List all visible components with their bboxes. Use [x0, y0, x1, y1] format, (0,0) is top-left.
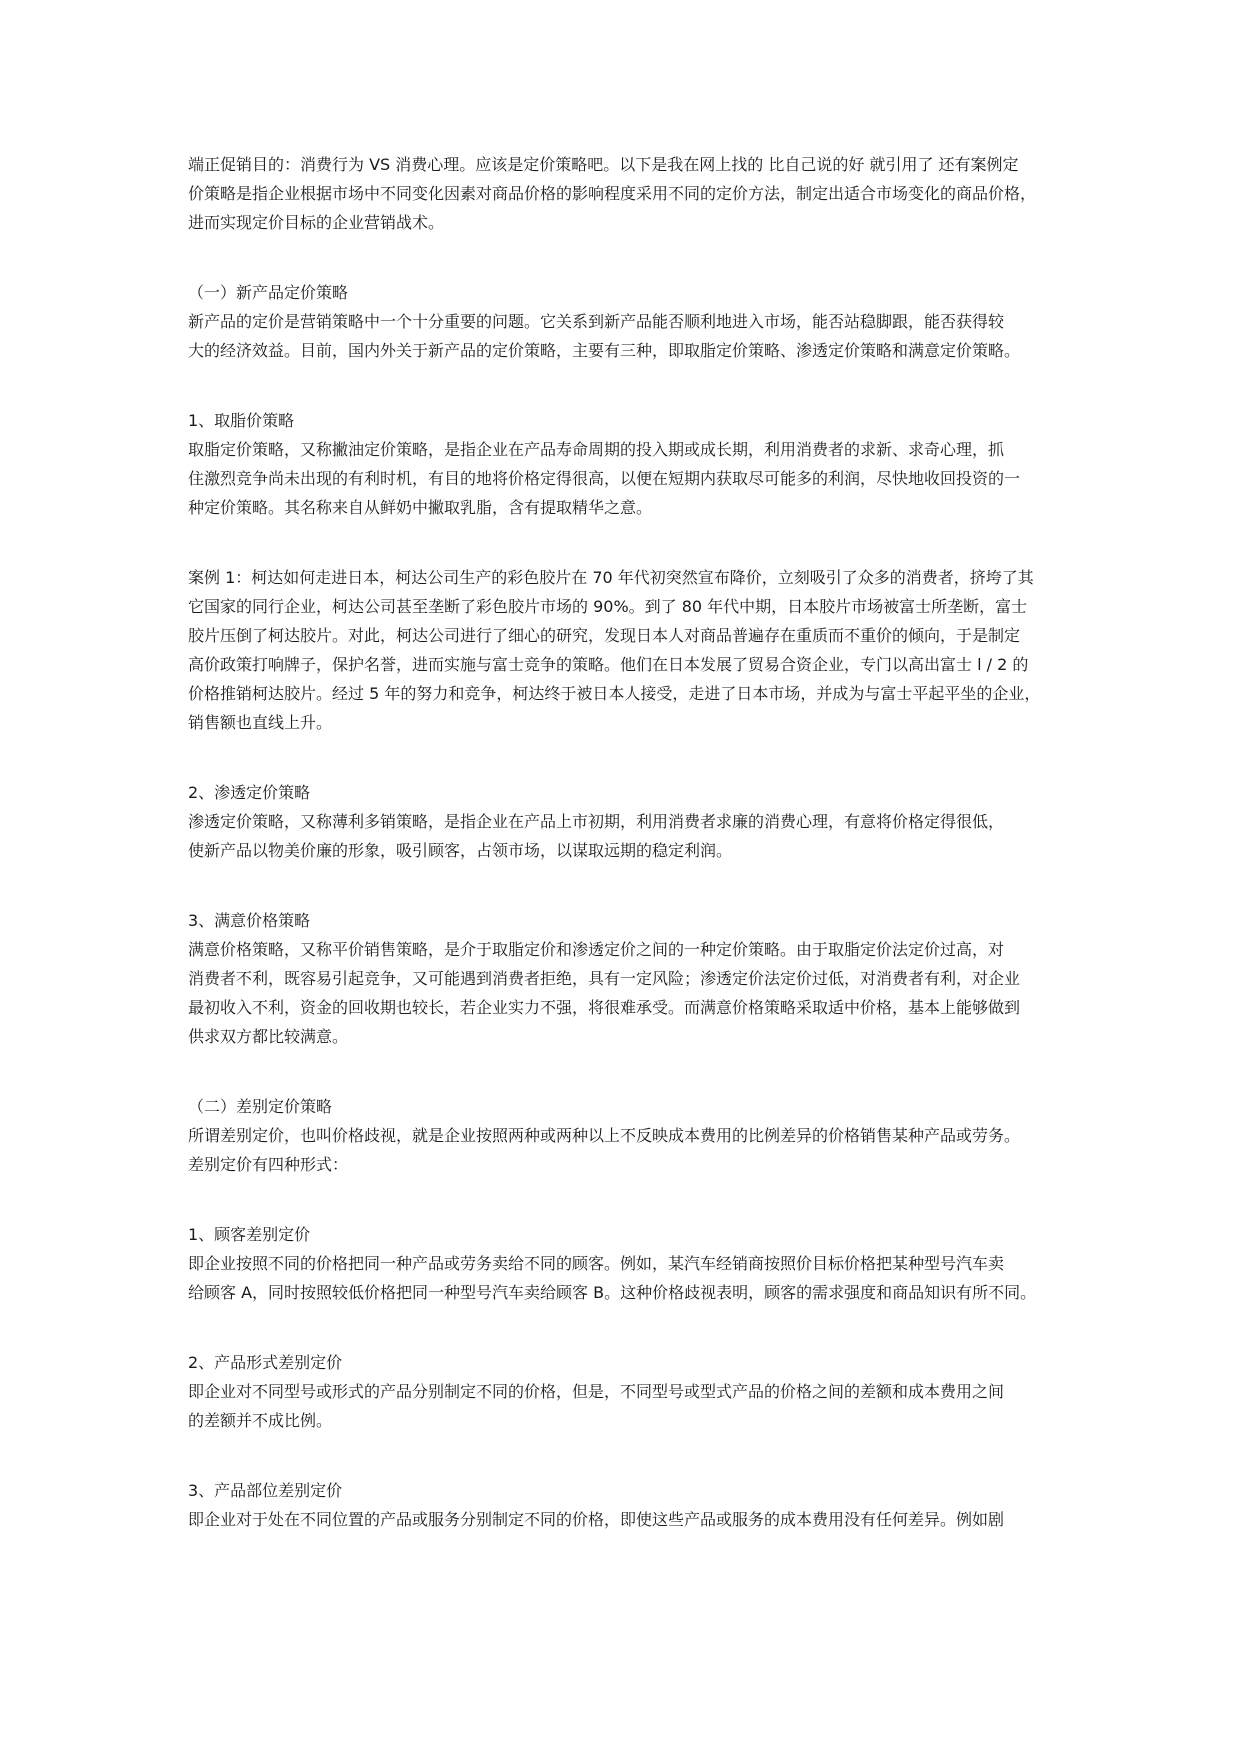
section-heading: （二）差别定价策略 [188, 1097, 333, 1116]
subsection-heading: 1、顾客差别定价 [188, 1225, 311, 1244]
text-line: 取脂定价策略，又称撇油定价策略，是指企业在产品寿命周期的投入期或成长期，利用消费者的求新、求奇心理，抓 [188, 440, 1005, 459]
subsection-heading: 2、渗透定价策略 [188, 783, 311, 802]
subsection-heading: 1、取脂价策略 [188, 411, 295, 430]
text-line: 差别定价有四种形式： [188, 1155, 349, 1174]
text-line: 渗透定价策略，又称薄利多销策略，是指企业在产品上市初期，利用消费者求廉的消费心理，有意将价格定得很低， [188, 812, 1005, 831]
text-line: 价格推销柯达胶片。经过 5 年的努力和竞争，柯达终于被日本人接受，走进了日本市场，并成为与富士平起平坐的企业， [188, 684, 1041, 703]
text-line: 种定价策略。其名称来自从鲜奶中撇取乳脂，含有提取精华之意。 [188, 498, 653, 517]
text-line: 给顾客 A，同时按照较低价格把同一种型号汽车卖给顾客 B。这种价格歧视表明，顾客的需求强度和商品知识有所不同。 [188, 1283, 1037, 1302]
text-line: 它国家的同行企业，柯达公司甚至垄断了彩色胶片市场的 90%。到了 80 年代中期，日本胶片市场被富士所垄断，富士 [188, 597, 1028, 616]
text-line: 所谓差别定价，也叫价格歧视，就是企业按照两种或两种以上不反映成本费用的比例差异的价格销售某种产品或劳务。 [188, 1126, 1021, 1145]
text-line: 价策略是指企业根据市场中不同变化因素对商品价格的影响程度采用不同的定价方法，制定出适合市场变化的商品价格， [188, 184, 1037, 203]
text-line: 消费者不利，既容易引起竞争，又可能遇到消费者拒绝，具有一定风险；渗透定价法定价过低，对消费者有利，对企业 [188, 969, 1021, 988]
text-line: 最初收入不利，资金的回收期也较长，若企业实力不强，将很难承受。而满意价格策略采取适中价格，基本上能够做到 [188, 998, 1021, 1017]
text-line: 进而实现定价目标的企业营销战术。 [188, 213, 445, 232]
text-line: 即企业对于处在不同位置的产品或服务分别制定不同的价格，即使这些产品或服务的成本费用没有任何差异。例如剧 [188, 1510, 1005, 1529]
text-line: 案例 1：柯达如何走进日本，柯达公司生产的彩色胶片在 70 年代初突然宣布降价，立刻吸引了众多的消费者，挤垮了其 [188, 568, 1034, 587]
text-line: 端正促销目的：消费行为 VS 消费心理。应该是定价策略吧。以下是我在网上找的 比自己说的好 就引用了 还有案例定 [188, 155, 1019, 174]
section-heading: （一）新产品定价策略 [188, 283, 349, 302]
subsection-heading: 2、产品形式差别定价 [188, 1353, 343, 1372]
subsection-heading: 3、产品部位差别定价 [188, 1481, 343, 1500]
text-line: 胶片压倒了柯达胶片。对此，柯达公司进行了细心的研究，发现日本人对商品普遍存在重质而不重价的倾向，于是制定 [188, 626, 1021, 645]
text-line: 供求双方都比较满意。 [188, 1027, 349, 1046]
text-line: 大的经济效益。目前，国内外关于新产品的定价策略，主要有三种，即取脂定价策略、渗透定价策略和满意定价策略。 [188, 341, 1021, 360]
subsection-heading: 3、满意价格策略 [188, 911, 311, 930]
text-line: 新产品的定价是营销策略中一个十分重要的问题。它关系到新产品能否顺利地进入市场，能否站稳脚跟，能否获得较 [188, 312, 1005, 331]
text-line: 的差额并不成比例。 [188, 1411, 333, 1430]
text-line: 高价政策打响牌子，保护名誉，进而实施与富士竞争的策略。他们在日本发展了贸易合资企业，专门以高出富士 l / 2 的 [188, 655, 1029, 674]
text-line: 即企业对不同型号或形式的产品分别制定不同的价格，但是，不同型号或型式产品的价格之间的差额和成本费用之间 [188, 1382, 1005, 1401]
text-line: 销售额也直线上升。 [188, 713, 333, 732]
text-line: 住激烈竞争尚未出现的有利时机，有目的地将价格定得很高，以便在短期内获取尽可能多的利润，尽快地收回投资的一 [188, 469, 1021, 488]
text-line: 满意价格策略，又称平价销售策略，是介于取脂定价和渗透定价之间的一种定价策略。由于取脂定价法定价过高，对 [188, 940, 1005, 959]
text-line: 使新产品以物美价廉的形象，吸引顾客，占领市场，以谋取远期的稳定利润。 [188, 841, 733, 860]
text-line: 即企业按照不同的价格把同一种产品或劳务卖给不同的顾客。例如，某汽车经销商按照价目标价格把某种型号汽车卖 [188, 1254, 1005, 1273]
